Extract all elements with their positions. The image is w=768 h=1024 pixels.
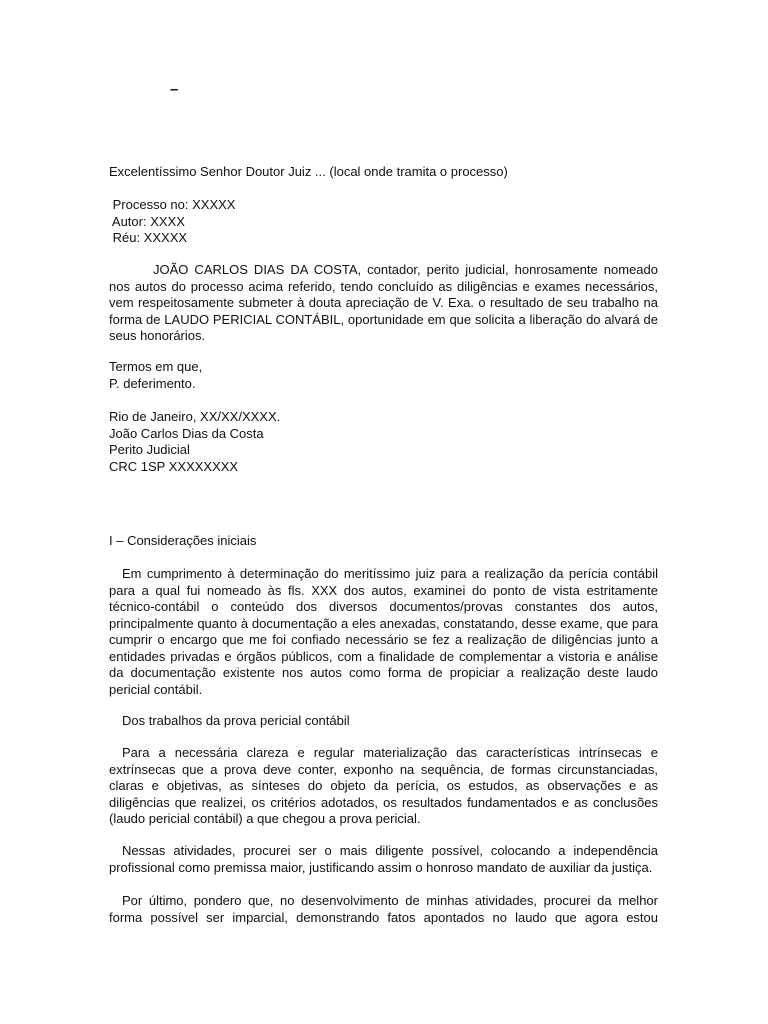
closing-block [109,359,658,392]
intro-paragraph: JOÃO CARLOS DIAS DA COSTA, contador, perito judicial, honrosamente nomeado nos autos do processo acima referido, tendo concluído as diligências e exames necessários, vem respeitosamente submeter à douta apreciação de V. Exa. o resultado de seu trabalho na forma de LAUDO PERICIAL CONTÁBIL, oportunidade em que solicita a liberação do alvará de seus honorários. [109,262,658,343]
case-author: Autor: XXXX [109,213,185,229]
signature-name: João Carlos Dias da Costa [109,425,264,441]
closing-line-1: Termos em que, [109,359,203,374]
paragraph-1: Em cumprimento à determinação do meritíssimo juiz para a realização da perícia contábil para a qual fui nomeado às fls. XXX dos autos, examinei do ponto de vista estritamente técnico-contábil o conteúdo dos diversos documentos/provas constantes dos autos, principalmente quanto à documentação a eles anexadas, constatando, desse exame, que para cumprir o encargo que me foi confiado necessário se fez a realização de diligências junto a entidades privadas e órgãos públicos, com a finalidade de complementar a vistoria e análise da documentação existente nos autos como forma de propiciar a realização deste laudo pericial contábil. [109,566,658,697]
paragraph-4: Por último, pondero que, no desenvolvimento de minhas atividades, procurei da melhor forma possível ser imparcial, demonstrando fatos apontados no laudo que agora estou [109,893,658,925]
subheading-block [109,713,658,730]
paragraph-1-block [109,566,658,698]
salutation: Excelentíssimo Senhor Doutor Juiz ... (local onde tramita o processo) [109,164,508,179]
signature-place-date: Rio de Janeiro, XX/XX/XXXX. [109,409,281,424]
paragraph-3-block [109,843,658,876]
case-info [109,197,658,247]
section-title: I – Considerações iniciais [109,533,257,548]
signature-block [109,409,658,475]
paragraph-2: Para a necessária clareza e regular materialização das características intrínsecas e extrínsecas que a prova deve conter, exponho na sequência, de formas circunstanciadas, claras e objetivas, as sínteses do objeto da perícia, os estudos, as observações e as diligências que realizei, os critérios adotados, os resultados fundamentados e as conclusões (laudo pericial contábil) a que chegou a prova pericial. [109,745,658,826]
header-mark: – [170,81,179,98]
signature-role: Perito Judicial [109,442,190,457]
case-process: Processo no: XXXXX [109,197,236,212]
section-heading-block [109,533,658,550]
signature-crc: CRC 1SP XXXXXXXX [109,458,239,474]
case-defendant: Réu: XXXXX [109,230,188,245]
subheading: Dos trabalhos da prova pericial contábil [122,713,350,728]
paragraph-2-block [109,745,658,828]
intro-block [109,262,658,345]
closing-line-2: P. deferimento. [109,375,196,391]
paragraph-4-block [109,893,658,926]
paragraph-3: Nessas atividades, procurei ser o mais diligente possível, colocando a independência profissional como premissa maior, justificando assim o honroso mandato de auxiliar da justiça. [109,843,658,875]
salutation-block [109,164,658,181]
